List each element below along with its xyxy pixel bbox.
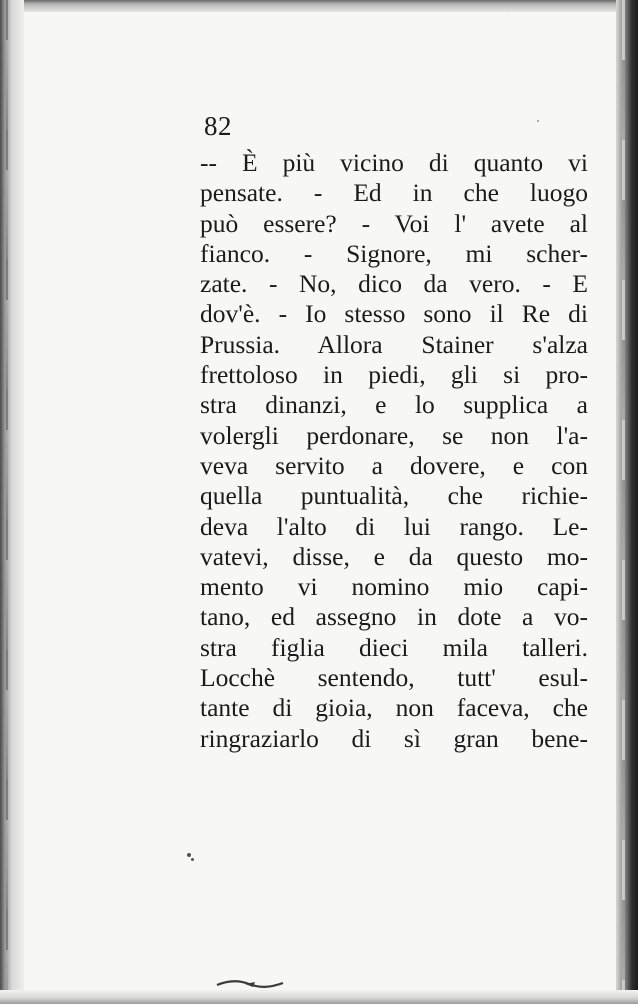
text-line: ringraziarlo di sì gran bene- <box>200 723 588 753</box>
text-line: pensate. - Ed in che luogo <box>200 178 588 208</box>
text-line: volergli perdonare, se non l'a- <box>200 420 588 450</box>
page-right-edge <box>616 0 638 1004</box>
page-text-block <box>200 110 588 754</box>
ink-speck <box>191 858 194 861</box>
text-line: deva l'alto di lui rango. Le- <box>200 511 588 541</box>
text-line: quella puntualità, che richie- <box>200 481 588 511</box>
tailpiece-ornament-icon <box>215 976 285 992</box>
body-text <box>200 148 588 754</box>
page-number: 82 <box>204 111 232 141</box>
text-line: fianco. - Signore, mi scher- <box>200 238 588 268</box>
text-line: vatevi, disse, e da questo mo- <box>200 541 588 571</box>
page-bottom-edge <box>0 990 638 1004</box>
text-line: stra dinanzi, e lo supplica a <box>200 390 588 420</box>
text-line: dov'è. - Io stesso sono il Re di <box>200 299 588 329</box>
text-line: tano, ed assegno in dote a vo- <box>200 602 588 632</box>
text-line: Locchè sentendo, tutt' esul- <box>200 663 588 693</box>
text-line: Prussia. Allora Stainer s'alza <box>200 329 588 359</box>
text-line: frettoloso in piedi, gli si pro- <box>200 360 588 390</box>
text-line: mento vi nomino mio capi- <box>200 572 588 602</box>
text-line: può essere? - Voi l' avete al <box>200 208 588 238</box>
text-line: stra figlia dieci mila talleri. <box>200 632 588 662</box>
text-line: tante di gioia, non faceva, che <box>200 693 588 723</box>
text-line: zate. - No, dico da vero. - E <box>200 269 588 299</box>
ink-speck <box>187 853 191 857</box>
page-left-edge <box>0 0 24 1004</box>
text-line: veva servito a dovere, e con <box>200 450 588 480</box>
text-line: -- È più vicino di quanto vi <box>200 148 588 177</box>
page-top-edge <box>0 0 638 12</box>
